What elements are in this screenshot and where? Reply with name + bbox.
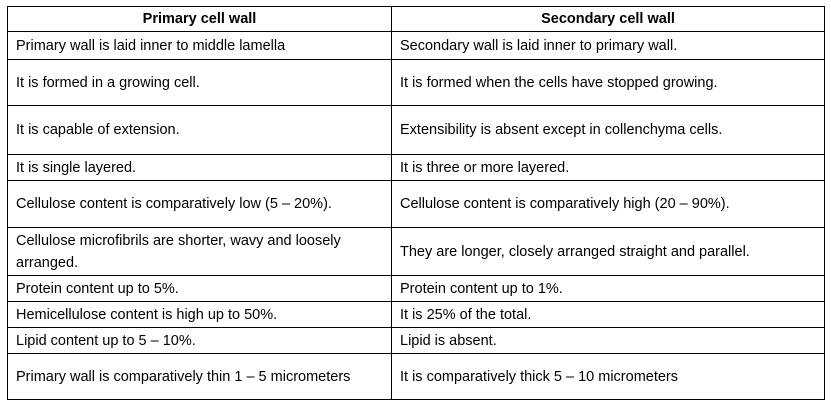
table-row	[8, 155, 825, 181]
secondary-cell: Protein content up to 1%.	[392, 276, 825, 302]
table-row	[8, 60, 825, 106]
table-row	[8, 328, 825, 354]
table-row	[8, 302, 825, 328]
header-primary-cell-wall: Primary cell wall	[8, 7, 392, 32]
primary-cell: Primary wall is laid inner to middle lamella	[8, 32, 392, 60]
secondary-cell: It is formed when the cells have stopped growing.	[392, 60, 825, 106]
table-row	[8, 276, 825, 302]
primary-cell: Protein content up to 5%.	[8, 276, 392, 302]
secondary-cell: Extensibility is absent except in collenchyma cells.	[392, 106, 825, 155]
primary-cell: Hemicellulose content is high up to 50%.	[8, 302, 392, 328]
primary-cell: Cellulose content is comparatively low (5 – 20%).	[8, 181, 392, 228]
primary-cell: It is formed in a growing cell.	[8, 60, 392, 106]
table-body	[8, 32, 825, 400]
primary-cell: It is single layered.	[8, 155, 392, 181]
table-row	[8, 228, 825, 276]
primary-cell: It is capable of extension.	[8, 106, 392, 155]
secondary-cell: Cellulose content is comparatively high (20 – 90%).	[392, 181, 825, 228]
secondary-cell: It is comparatively thick 5 – 10 micrometers	[392, 354, 825, 400]
primary-cell: Primary wall is comparatively thin 1 – 5 micrometers	[8, 354, 392, 400]
table-row	[8, 181, 825, 228]
table-row	[8, 106, 825, 155]
comparison-table	[7, 6, 825, 400]
header-secondary-cell-wall: Secondary cell wall	[392, 7, 825, 32]
header-row	[8, 7, 825, 32]
secondary-cell: It is three or more layered.	[392, 155, 825, 181]
secondary-cell: Secondary wall is laid inner to primary wall.	[392, 32, 825, 60]
table-row	[8, 354, 825, 400]
table-row	[8, 32, 825, 60]
secondary-cell: They are longer, closely arranged straight and parallel.	[392, 228, 825, 276]
primary-cell: Cellulose microfibrils are shorter, wavy and loosely arranged.	[8, 228, 392, 276]
secondary-cell: It is 25% of the total.	[392, 302, 825, 328]
primary-cell: Lipid content up to 5 – 10%.	[8, 328, 392, 354]
table-header	[8, 7, 825, 32]
secondary-cell: Lipid is absent.	[392, 328, 825, 354]
